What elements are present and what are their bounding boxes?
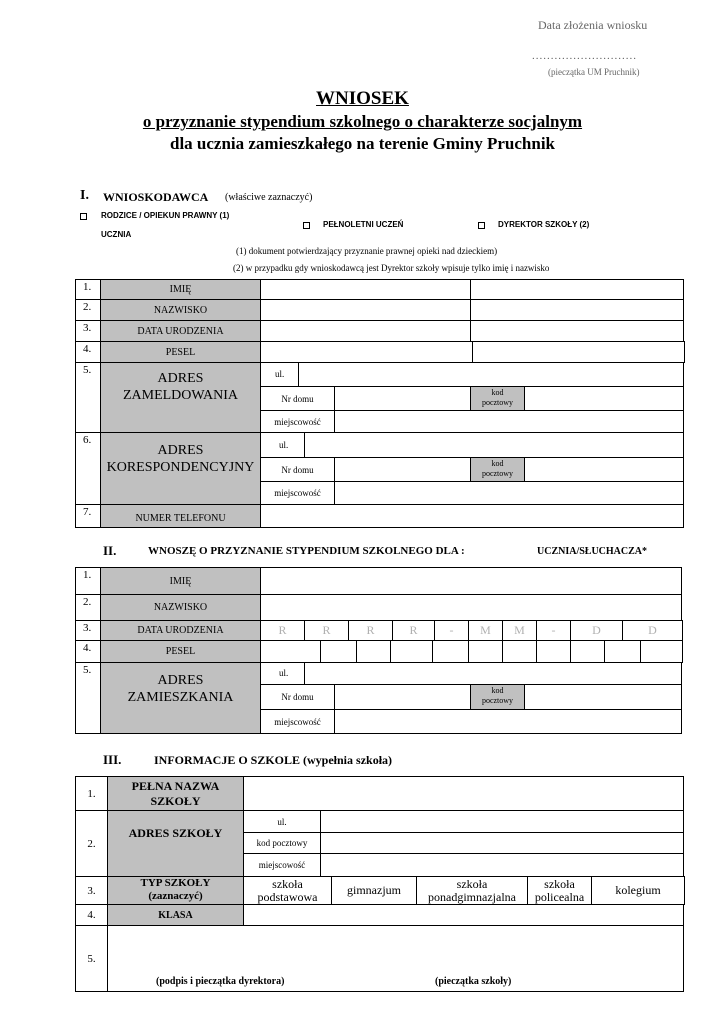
kod-line1: kod bbox=[491, 388, 504, 397]
row-number: 1. bbox=[75, 776, 108, 811]
input-pesel-2[interactable] bbox=[472, 341, 685, 363]
section3-roman: III. bbox=[103, 752, 122, 767]
label-data-urodzenia-ucznia: DATA URODZENIA bbox=[100, 620, 261, 641]
input-kod-pocztowy[interactable] bbox=[524, 386, 684, 411]
label-nazwisko: NAZWISKO bbox=[100, 299, 261, 321]
pesel-digit-box[interactable] bbox=[260, 640, 321, 663]
label-adres-line1: ADRES bbox=[157, 371, 204, 386]
opt-director: DYREKTOR SZKOŁY (2) bbox=[498, 220, 590, 229]
label-pelna-nazwa bbox=[107, 776, 244, 811]
note-2: (2) w przypadku gdy wnioskodawcą jest Dyrektor szkoły wpisuje tylko imię i nazwisko bbox=[233, 263, 550, 273]
row-number: 4. bbox=[83, 343, 92, 355]
label-nr-domu: Nr domu bbox=[260, 386, 335, 411]
kod-line1: kod bbox=[491, 459, 504, 468]
label-kod-pocztowy bbox=[470, 457, 525, 482]
school-type-label: szkoła bbox=[272, 876, 303, 891]
school-type-label: ponadgimnazjalna bbox=[428, 889, 516, 904]
label-typ-szkoly bbox=[107, 876, 244, 905]
school-type-label: szkoła bbox=[456, 876, 488, 891]
date-char-box[interactable]: - bbox=[434, 620, 469, 641]
label-numer-telefonu: NUMER TELEFONU bbox=[100, 504, 261, 528]
row-number: 1. bbox=[83, 569, 92, 581]
opt-parent-line2: UCZNIA bbox=[101, 230, 132, 239]
pesel-digit-box[interactable] bbox=[604, 640, 641, 663]
label-adres-zameldowania bbox=[100, 362, 261, 433]
signature-area[interactable] bbox=[107, 925, 684, 992]
pesel-digit-box[interactable] bbox=[390, 640, 433, 663]
label-kor-line2: KORESPONDENCYJNY bbox=[106, 460, 255, 475]
kod-line2: pocztowy bbox=[481, 469, 514, 478]
row-number: 2. bbox=[83, 301, 92, 313]
section1-heading: WNIOSKODAWCA bbox=[103, 190, 209, 204]
label-adres-szkoly: ADRES SZKOŁY bbox=[107, 810, 244, 877]
input-kod-pocztowy-kor[interactable] bbox=[524, 457, 684, 482]
input-data-1[interactable] bbox=[260, 320, 471, 342]
date-char-box[interactable]: M bbox=[468, 620, 503, 641]
input-nazwisko-1[interactable] bbox=[260, 299, 471, 321]
date-label: Data złożenia wniosku bbox=[538, 18, 648, 32]
section2-heading: WNOSZĘ O PRZYZNANIE STYPENDIUM SZKOLNEGO DLA : bbox=[148, 545, 465, 557]
date-char-box[interactable]: R bbox=[348, 620, 393, 641]
label-data-urodzenia: DATA URODZENIA bbox=[100, 320, 261, 342]
pesel-digit-box[interactable] bbox=[356, 640, 391, 663]
date-char-box[interactable]: M bbox=[502, 620, 537, 641]
label-adres-zamieszkania bbox=[100, 662, 261, 734]
input-pelna-nazwa[interactable] bbox=[243, 776, 684, 811]
input-ul-kor[interactable] bbox=[304, 432, 684, 458]
label-imie-ucznia: IMIĘ bbox=[100, 567, 261, 595]
label-ul: ul. bbox=[279, 440, 289, 450]
label-ul: ul. bbox=[243, 810, 321, 833]
row-number: 6. bbox=[83, 434, 92, 446]
label-klasa: KLASA bbox=[107, 904, 244, 926]
opt-adult: PEŁNOLETNI UCZEŃ bbox=[323, 220, 404, 229]
pesel-digit-box[interactable] bbox=[570, 640, 605, 663]
label-nazwisko-ucznia: NAZWISKO bbox=[100, 594, 261, 621]
input-klasa[interactable] bbox=[243, 904, 684, 926]
label-pesel-ucznia: PESEL bbox=[100, 640, 261, 663]
input-nr-domu[interactable] bbox=[334, 386, 471, 411]
stamp-label: (pieczątka UM Pruchnik) bbox=[548, 67, 640, 77]
pesel-digit-box[interactable] bbox=[502, 640, 537, 663]
row-number: 2. bbox=[83, 596, 92, 608]
label-adres-line2: ZAMIESZKANIA bbox=[127, 690, 234, 705]
input-miejscowosc-ucznia[interactable] bbox=[334, 709, 682, 734]
input-ul-szkoly[interactable] bbox=[320, 810, 684, 833]
date-char-box[interactable]: D bbox=[622, 620, 683, 641]
input-pesel-1[interactable] bbox=[260, 341, 473, 363]
checkbox-adult[interactable] bbox=[303, 222, 310, 229]
label-adres-korespondencyjny bbox=[100, 432, 261, 505]
label-nr-domu: Nr domu bbox=[260, 684, 335, 710]
label-kod-pocztowy bbox=[470, 386, 525, 411]
input-nr-domu-kor[interactable] bbox=[334, 457, 471, 482]
label-ul: ul. bbox=[279, 668, 289, 678]
label-adres-line2: ZAMELDOWANIA bbox=[122, 388, 239, 403]
section2-heading-tail: UCZNIA/SŁUCHACZA* bbox=[537, 546, 648, 557]
input-miejscowosc-szkoly[interactable] bbox=[320, 853, 684, 877]
kod-line1: kod bbox=[491, 686, 504, 695]
input-telefon[interactable] bbox=[260, 504, 684, 528]
sign-director: (podpis i pieczątka dyrektora) bbox=[156, 976, 285, 987]
pesel-digit-box[interactable] bbox=[640, 640, 683, 663]
row-number: 2. bbox=[75, 810, 108, 877]
input-miejscowosc[interactable] bbox=[334, 410, 684, 433]
school-type-label: kolegium bbox=[615, 883, 661, 897]
input-kod-szkoly[interactable] bbox=[320, 832, 684, 854]
date-char-box[interactable]: R bbox=[392, 620, 435, 641]
label-miejscowosc: miejscowość bbox=[243, 853, 321, 877]
row-number: 5. bbox=[83, 364, 92, 376]
date-char-box[interactable]: R bbox=[260, 620, 305, 641]
input-miejscowosc-kor[interactable] bbox=[334, 481, 684, 505]
date-char-box[interactable]: D bbox=[570, 620, 623, 641]
pesel-digit-box[interactable] bbox=[468, 640, 503, 663]
pesel-digit-box[interactable] bbox=[320, 640, 357, 663]
school-type-label: szkoła bbox=[544, 876, 575, 891]
section3-heading: INFORMACJE O SZKOLE (wypełnia szkoła) bbox=[154, 753, 393, 767]
school-type-label: policealna bbox=[534, 889, 585, 904]
school-type-option[interactable] bbox=[416, 876, 528, 905]
school-type-option[interactable] bbox=[331, 876, 417, 905]
label-kod-pocztowy: kod pocztowy bbox=[243, 832, 321, 854]
checkbox-director[interactable] bbox=[478, 222, 485, 229]
title-sub2: dla ucznia zamieszkałego na terenie Gminy Pruchnik bbox=[169, 134, 555, 153]
sign-school: (pieczątka szkoły) bbox=[435, 976, 512, 987]
row-number: 7. bbox=[83, 506, 92, 518]
input-imie-ucznia[interactable] bbox=[260, 567, 682, 595]
row-number: 5. bbox=[83, 664, 92, 676]
input-nazwisko-ucznia[interactable] bbox=[260, 594, 682, 621]
label-miejscowosc: miejscowość bbox=[260, 481, 335, 505]
section1-heading-note: (właściwe zaznaczyć) bbox=[225, 192, 313, 203]
input-nr-domu-ucznia[interactable] bbox=[334, 684, 471, 710]
input-kod-ucznia[interactable] bbox=[524, 684, 682, 710]
row-number: 3. bbox=[83, 322, 92, 334]
label-pelna-line1: PEŁNA NAZWA bbox=[131, 779, 220, 793]
label-ul: ul. bbox=[275, 369, 285, 379]
row-number: 1. bbox=[83, 281, 92, 293]
row-number: 3. bbox=[75, 876, 108, 905]
row-number: 4. bbox=[83, 642, 92, 654]
kod-line2: pocztowy bbox=[481, 398, 514, 407]
title-sub1: o przyznanie stypendium szkolnego o charakterze socjalnym bbox=[142, 112, 583, 131]
input-data-2[interactable] bbox=[470, 320, 684, 342]
school-type-option[interactable] bbox=[243, 876, 332, 905]
note-1: (1) dokument potwierdzający przyznanie prawnej opieki nad dzieckiem) bbox=[236, 246, 498, 256]
school-type-option[interactable] bbox=[527, 876, 592, 905]
label-pesel: PESEL bbox=[100, 341, 261, 363]
label-nr-domu: Nr domu bbox=[260, 457, 335, 482]
kod-line2: pocztowy bbox=[481, 696, 514, 705]
input-ul[interactable] bbox=[298, 362, 684, 387]
label-kor-line1: ADRES bbox=[157, 443, 204, 458]
row-number: 4. bbox=[75, 904, 108, 926]
input-ul-ucznia[interactable] bbox=[304, 662, 682, 685]
input-imie-1[interactable] bbox=[260, 279, 471, 300]
pesel-digit-box[interactable] bbox=[536, 640, 571, 663]
title-main: WNIOSEK bbox=[316, 88, 409, 109]
label-typ-line1: TYP SZKOŁY bbox=[140, 877, 211, 889]
row-number: 3. bbox=[83, 622, 92, 634]
input-nazwisko-2[interactable] bbox=[470, 299, 684, 321]
school-type-label: podstawowa bbox=[257, 889, 318, 904]
date-char-box[interactable]: - bbox=[536, 620, 571, 641]
row-number: 5. bbox=[75, 925, 108, 992]
label-miejscowosc: miejscowość bbox=[260, 709, 335, 734]
label-imie: IMIĘ bbox=[100, 279, 261, 300]
label-kod-pocztowy bbox=[470, 684, 525, 710]
section2-roman: II. bbox=[103, 543, 117, 558]
input-imie-2[interactable] bbox=[470, 279, 684, 300]
label-typ-line2: (zaznaczyć) bbox=[148, 890, 203, 902]
school-type-option[interactable] bbox=[591, 876, 685, 905]
section1-roman: I. bbox=[80, 188, 89, 203]
school-type-label: gimnazjum bbox=[347, 883, 401, 897]
opt-parent-line1: RODZICE / OPIEKUN PRAWNY (1) bbox=[101, 211, 230, 220]
date-dots: ............................ bbox=[532, 50, 637, 62]
label-pelna-line2: SZKOŁY bbox=[150, 794, 201, 808]
label-miejscowosc: miejscowość bbox=[260, 410, 335, 433]
date-char-box[interactable]: R bbox=[304, 620, 349, 641]
checkbox-parent[interactable] bbox=[80, 213, 87, 220]
pesel-digit-box[interactable] bbox=[432, 640, 469, 663]
label-adres-line1: ADRES bbox=[157, 673, 204, 688]
